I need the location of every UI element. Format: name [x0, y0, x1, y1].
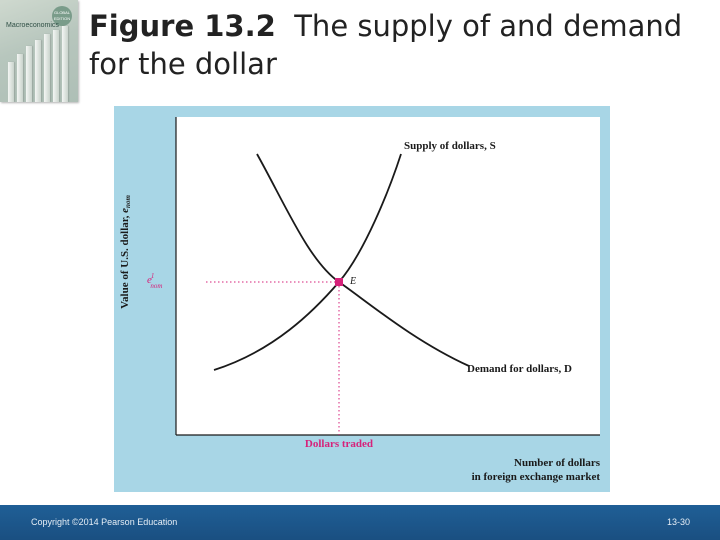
cover-graphic-bar — [26, 46, 32, 102]
equilibrium-value-label: e1 nom — [147, 272, 163, 290]
copyright-text: Copyright ©2014 Pearson Education — [31, 517, 178, 527]
supply-demand-diagram — [114, 106, 610, 492]
cover-title: Macroeconomics — [6, 22, 59, 29]
equilibrium-point-label: E — [350, 276, 357, 287]
cover-graphic-bar — [17, 54, 23, 102]
x-axis-label-line2: in foreign exchange market — [471, 471, 600, 483]
slide-number: 13-30 — [666, 517, 690, 527]
slide-title — [89, 7, 709, 83]
cover-graphic-bar — [44, 34, 50, 102]
supply-curve-label: Supply of dollars, S — [404, 140, 496, 152]
cover-graphic-bar — [8, 62, 14, 102]
y-axis-label: Value of U.S. dollar, enom — [119, 195, 132, 309]
cover-graphic-bar — [62, 26, 68, 102]
figure-number: Figure 13.2 — [89, 9, 276, 43]
book-cover-thumbnail — [0, 0, 78, 102]
cover-graphic-bar — [35, 40, 41, 102]
dollars-traded-label: Dollars traded — [304, 438, 374, 450]
plot-area — [176, 117, 600, 435]
cover-graphic-bar — [53, 30, 59, 102]
x-axis-label-line1: Number of dollars — [514, 457, 600, 469]
cover-badge: GLOBAL EDITION — [52, 6, 72, 26]
equilibrium-point — [335, 278, 343, 286]
figure-caption: The supply of and demand for the dollar — [89, 9, 683, 81]
demand-curve-label: Demand for dollars, D — [467, 363, 572, 375]
slide-footer — [0, 505, 720, 540]
